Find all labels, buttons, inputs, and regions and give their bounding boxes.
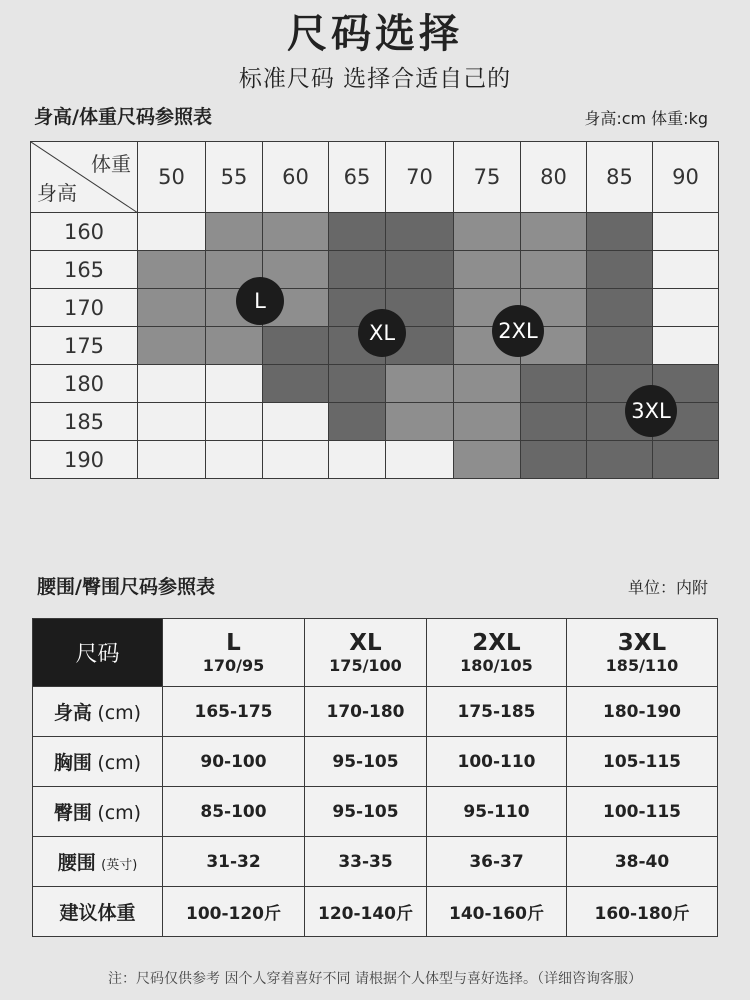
size-row-label [33, 887, 163, 937]
grid-cell [454, 365, 521, 403]
grid-cell [521, 251, 587, 289]
size-header-row [33, 619, 718, 687]
grid-cell [653, 327, 719, 365]
size-header-cell [427, 619, 567, 687]
size-cell: 170-180 [305, 687, 427, 737]
weight-header: 85 [587, 142, 653, 213]
size-table-unit: 单位：内附 [627, 578, 708, 597]
size-row-label [33, 687, 163, 737]
size-cell: 100-120斤 [163, 887, 305, 937]
size-row-label [33, 737, 163, 787]
height-label: 170 [31, 289, 138, 327]
height-label: 175 [31, 327, 138, 365]
grid-cell [138, 289, 206, 327]
height-row [31, 213, 719, 251]
footnote: 注：尺码仅供参考 因个人穿着喜好不同 请根据个人体型与喜好选择。（详细咨询客服） [108, 971, 642, 987]
grid-cell [329, 403, 386, 441]
size-badge-2xl: 2XL [492, 305, 544, 357]
size-name: 3XL [617, 629, 667, 656]
size-row-height [33, 687, 718, 737]
weight-header: 70 [386, 142, 454, 213]
weight-header: 55 [206, 142, 263, 213]
size-row-label [33, 837, 163, 887]
size-cell: 33-35 [305, 837, 427, 887]
grid-cell [454, 213, 521, 251]
size-cell: 95-110 [427, 787, 567, 837]
size-code: 185/110 [605, 655, 679, 675]
height-row [31, 365, 719, 403]
size-cell: 85-100 [163, 787, 305, 837]
size-cell: 100-110 [427, 737, 567, 787]
grid-cell [329, 251, 386, 289]
row-label-unit: (cm) [97, 752, 142, 774]
corner-weight-label: 体重 [91, 152, 131, 176]
weight-header: 50 [138, 142, 206, 213]
grid-cell [206, 403, 263, 441]
size-cell: 105-115 [567, 737, 718, 787]
grid-cell [206, 213, 263, 251]
grid-cell [521, 365, 587, 403]
grid-cell [263, 213, 329, 251]
grid-cell [206, 441, 263, 479]
page-subtitle: 标准尺码 选择合适自己的 [238, 66, 512, 92]
grid-cell [454, 251, 521, 289]
size-badge-3xl: 3XL [625, 385, 677, 437]
height-label: 190 [31, 441, 138, 479]
size-name: L [226, 629, 241, 656]
row-label-text: 建议体重 [59, 902, 136, 924]
size-table-title: 腰围/臀围尺码参照表 [37, 576, 215, 598]
height-label: 160 [31, 213, 138, 251]
grid-cell [138, 213, 206, 251]
size-cell: 165-175 [163, 687, 305, 737]
size-cell: 180-190 [567, 687, 718, 737]
size-reference-table [32, 618, 718, 937]
size-corner-label: 尺码 [33, 619, 163, 687]
grid-cell [386, 213, 454, 251]
grid-cell [587, 441, 653, 479]
size-cell: 95-105 [305, 787, 427, 837]
size-row-hip [33, 787, 718, 837]
row-label-unit: (cm) [97, 702, 142, 724]
height-label: 165 [31, 251, 138, 289]
grid-cell [521, 441, 587, 479]
grid-cell [587, 327, 653, 365]
weight-header: 90 [653, 142, 719, 213]
grid-cell [206, 327, 263, 365]
size-cell: 140-160斤 [427, 887, 567, 937]
size-header-cell [567, 619, 718, 687]
grid-cell [138, 441, 206, 479]
size-name: 2XL [472, 629, 521, 656]
size-code: 175/100 [329, 655, 402, 675]
weight-header: 80 [521, 142, 587, 213]
grid-cell [263, 441, 329, 479]
size-cell: 160-180斤 [567, 887, 718, 937]
grid-cell [329, 365, 386, 403]
grid-corner-cell [31, 142, 138, 213]
grid-cell [653, 289, 719, 327]
grid-cell [386, 403, 454, 441]
weight-header: 60 [263, 142, 329, 213]
size-cell: 38-40 [567, 837, 718, 887]
size-cell: 120-140斤 [305, 887, 427, 937]
height-label: 180 [31, 365, 138, 403]
row-label-text: 臀围 [53, 802, 92, 824]
grid-cell [653, 213, 719, 251]
row-label-unit: (英寸) [101, 858, 138, 873]
corner-height-label: 身高 [37, 181, 77, 205]
size-code: 170/95 [202, 655, 265, 675]
weight-header: 75 [454, 142, 521, 213]
row-label-text: 腰围 [57, 852, 96, 874]
grid-cell [138, 327, 206, 365]
size-header-cell [305, 619, 427, 687]
size-cell: 175-185 [427, 687, 567, 737]
size-code: 180/105 [460, 655, 533, 675]
grid-cell [263, 327, 329, 365]
grid-cell [521, 213, 587, 251]
grid-cell [587, 213, 653, 251]
height-weight-chart-title: 身高/体重尺码参照表 [34, 106, 212, 128]
size-name: XL [349, 629, 382, 656]
height-label: 185 [31, 403, 138, 441]
size-cell: 95-105 [305, 737, 427, 787]
grid-cell [386, 251, 454, 289]
grid-cell [386, 441, 454, 479]
grid-cell [521, 403, 587, 441]
grid-cell [138, 365, 206, 403]
size-row-waist [33, 837, 718, 887]
grid-cell [263, 365, 329, 403]
size-cell: 31-32 [163, 837, 305, 887]
grid-cell [454, 441, 521, 479]
grid-cell [587, 251, 653, 289]
size-row-label [33, 787, 163, 837]
grid-cell [653, 441, 719, 479]
grid-cell [329, 441, 386, 479]
grid-cell [138, 403, 206, 441]
height-weight-chart-unit: 身高:cm 体重:kg [584, 109, 708, 128]
row-label-unit: (cm) [97, 802, 142, 824]
row-label-text: 身高 [53, 702, 92, 724]
height-row [31, 251, 719, 289]
grid-cell [653, 251, 719, 289]
grid-cell [329, 213, 386, 251]
size-badge-xl: XL [358, 309, 406, 357]
grid-cell [263, 403, 329, 441]
grid-cell [587, 289, 653, 327]
row-label-text: 胸围 [53, 752, 92, 774]
grid-cell [454, 403, 521, 441]
size-cell: 100-115 [567, 787, 718, 837]
weight-header: 65 [329, 142, 386, 213]
height-row [31, 441, 719, 479]
grid-cell [138, 251, 206, 289]
size-badge-l: L [236, 277, 284, 325]
grid-cell [206, 365, 263, 403]
size-row-weight [33, 887, 718, 937]
weight-header-row [31, 142, 719, 213]
height-row [31, 403, 719, 441]
grid-cell [386, 365, 454, 403]
size-cell: 36-37 [427, 837, 567, 887]
size-header-cell [163, 619, 305, 687]
size-row-chest [33, 737, 718, 787]
page-title: 尺码选择 [287, 11, 463, 57]
size-cell: 90-100 [163, 737, 305, 787]
